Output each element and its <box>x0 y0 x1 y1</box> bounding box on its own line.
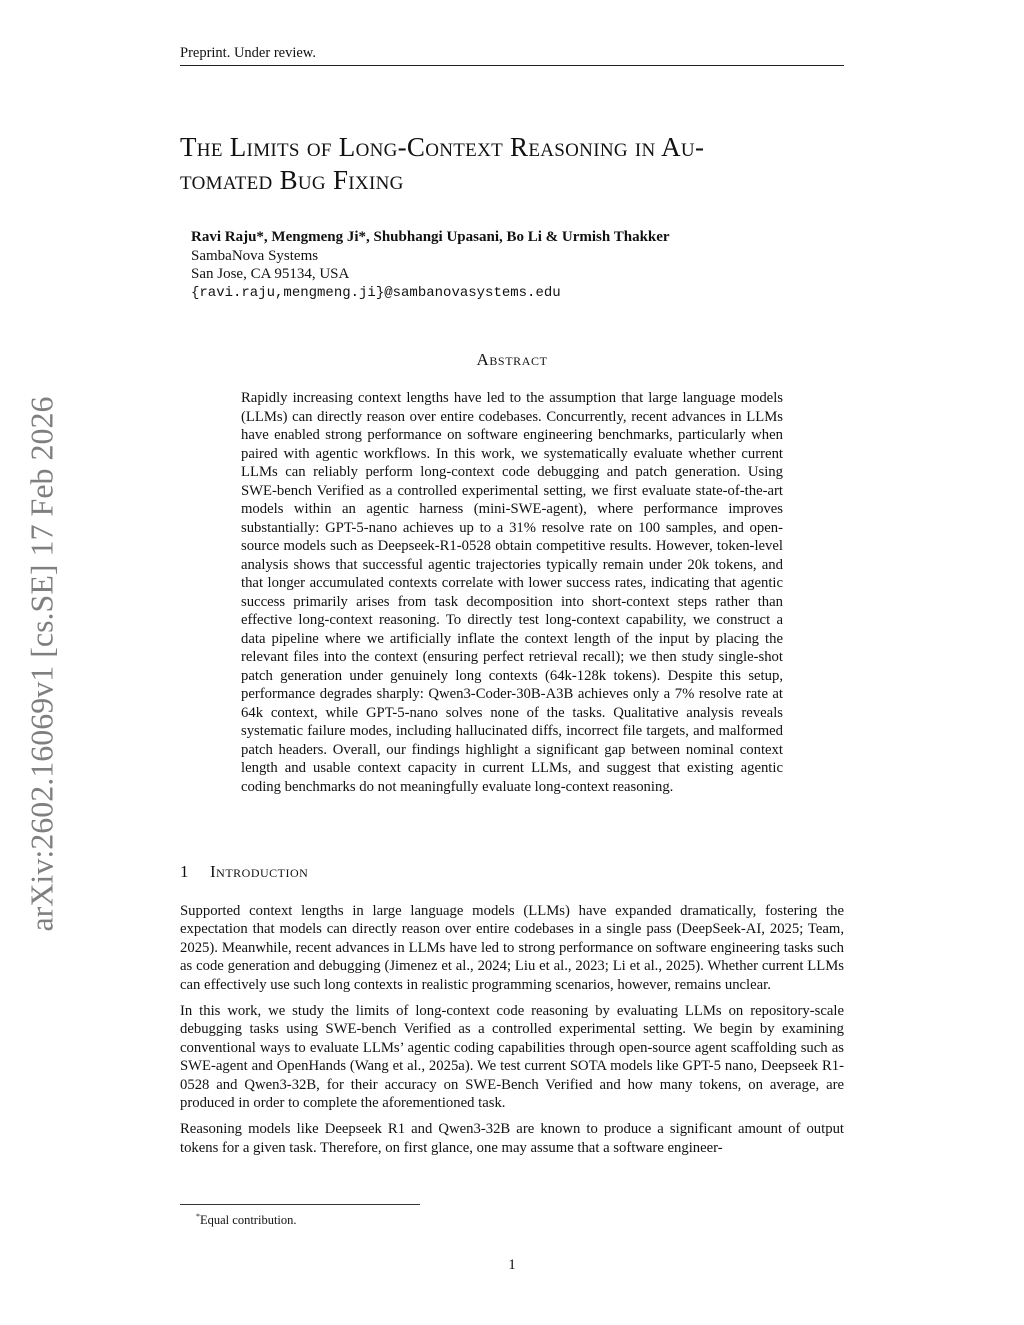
page-number: 1 <box>508 1257 516 1273</box>
paper-title-line-1: The Limits of Long-Context Reasoning in Au- <box>180 132 705 162</box>
intro-paragraph-3: Reasoning models like Deepseek R1 and Qwen3-32B are known to produce a significant amount of output tokens for a given task. Therefore, on first glance, one may assume that a software engineer- <box>180 1121 844 1156</box>
paper-title-line-2: tomated Bug Fixing <box>180 165 404 195</box>
author-address: San Jose, CA 95134, USA <box>191 266 350 283</box>
section-heading <box>180 862 844 882</box>
abstract-heading: Abstract <box>476 350 548 369</box>
footnote-marker: * <box>196 1212 200 1221</box>
footnote-divider <box>180 1204 420 1205</box>
section-number: 1 <box>180 862 189 881</box>
introduction-body <box>180 902 844 1165</box>
author-block <box>191 228 831 302</box>
running-head: Preprint. Under review. <box>180 44 844 66</box>
author-names: Ravi Raju*, Mengmeng Ji*, Shubhangi Upasani, Bo Li & Urmish Thakker <box>191 229 670 245</box>
intro-paragraph-2: In this work, we study the limits of long-context code reasoning by evaluating LLMs on repository-scale debugging tasks using SWE-bench Verified as a controlled experimental setting. We begin by examining conventional ways to evaluate LLMs’ agentic coding capabilities through open-source agent scaffolding such as SWE-agent and OpenHands (Wang et al., 2025a). We test current SOTA models like GPT-5 nano, Deepseek R1-0528 and Qwen3-32B, for their accuracy on SWE-Bench Verified and how many tokens, on average, are produced in order to complete the aforementioned task. <box>180 1003 844 1112</box>
paper-title <box>180 131 844 197</box>
author-affiliation: SambaNova Systems <box>191 247 319 264</box>
intro-paragraph-1: Supported context lengths in large language models (LLMs) have expanded dramatically, fostering the expectation that models can directly reason over entire codebases in a single pass (DeepSeek-AI, 2025; Team, 2025). Meanwhile, recent advances in LLMs have led to strong performance on software engineering tasks such as code generation and debugging (Jimenez et al., 2024; Liu et al., 2023; Li et al., 2025). Whether current LLMs can effectively use such long contexts in realistic programming scenarios, however, remains unclear. <box>180 903 844 993</box>
footnote <box>196 1209 297 1228</box>
footnote-text: Equal contribution. <box>200 1213 297 1228</box>
section-title: Introduction <box>210 862 309 881</box>
author-email: {ravi.raju,mengmeng.ji}@sambanovasystems.edu <box>191 284 561 301</box>
abstract-body: Rapidly increasing context lengths have led to the assumption that large language models (LLMs) can directly reason over entire codebases. Concurrently, recent advances in LLMs have enabled strong performance on software engineering benchmarks, particularly when paired with agentic workflows. In this work, we systematically evaluate whether current LLMs can reliably perform long-context code debugging and patch generation. Using SWE-bench Verified as a controlled experimental setting, we first evaluate state-of-the-art models within an agentic harness (mini-SWE-agent), where performance improves substantially: GPT-5-nano achieves up to a 31% resolve rate on 100 samples, and open-source models such as Deepseek-R1-0528 obtain competitive results. However, token-level analysis shows that successful agentic trajectories typically remain under 20k tokens, and that longer accumulated contexts correlate with lower success rates, indicating that agentic success primarily arises from task decomposition into short-context steps rather than effective long-context reasoning. To directly test long-context capability, we construct a data pipeline where we artificially inflate the context length of the input by placing the relevant files into the context (ensuring perfect retrieval recall); we then study single-shot patch generation under genuinely long contexts (64k-128k tokens). Despite this setup, performance degrades sharply: Qwen3-Coder-30B-A3B achieves only a 7% resolve rate at 64k context, while GPT-5-nano solves none of the tasks. Qualitative analysis reveals systematic failure modes, including hallucinated diffs, incorrect file targets, and malformed patch headers. Overall, our findings highlight a significant gap between nominal context length and usable context capacity in current LLMs, and suggest that existing agentic coding benchmarks do not meaningfully evaluate long-context reasoning. <box>241 390 783 795</box>
arxiv-identifier-stamp: arXiv:2602.16069v1 [cs.SE] 17 Feb 2026 <box>23 396 60 932</box>
